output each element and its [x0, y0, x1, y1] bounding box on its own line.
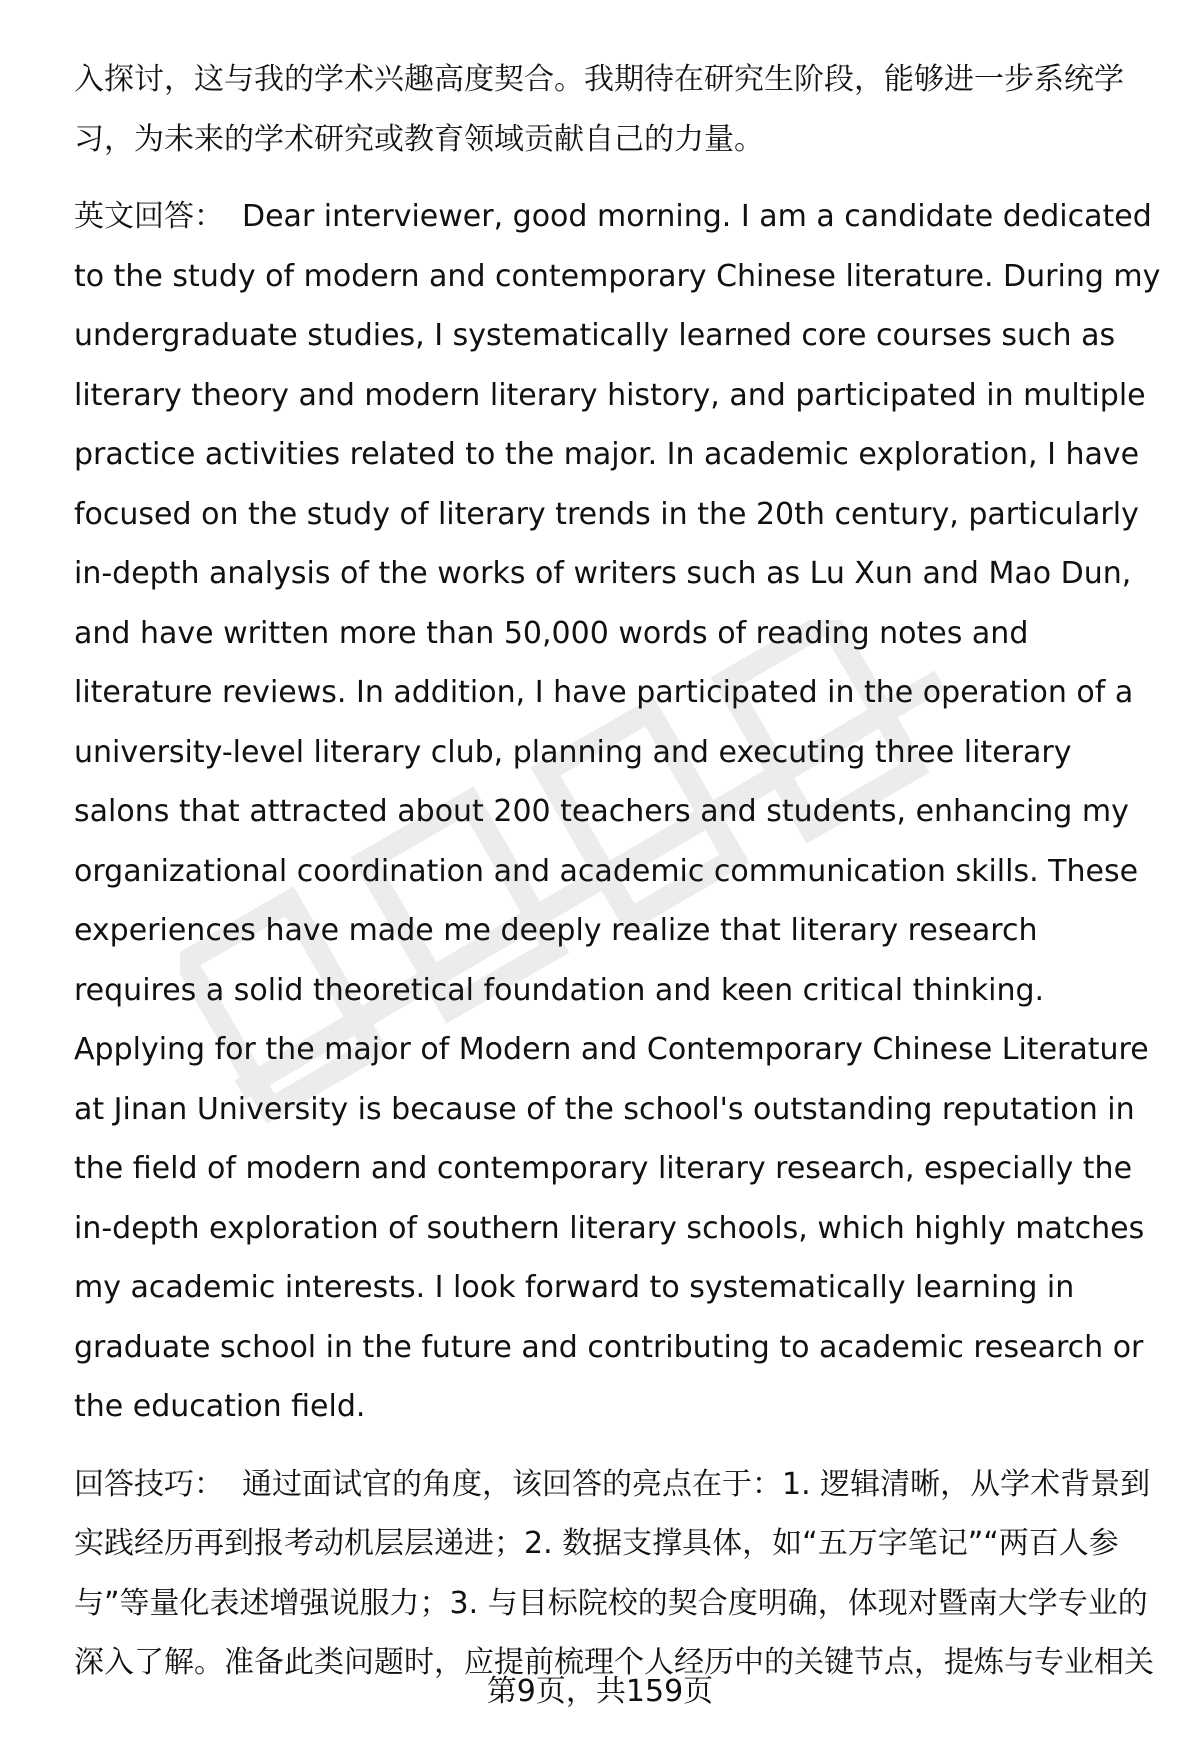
english-answer-text: Dear interviewer, good morning. I am a candidate dedicated to the study of modern and contemporary Chinese literature. During my undergraduate studies, I systematically learned core courses such as literary theory and modern literary history, and participated in multiple practice activities related to the major. In academic exploration, I have focused on the study of literary trends in the 20th century, particularly in-depth analysis of the works of writers such as Lu Xun and Mao Dun, and have written more than 50,000 words of reading notes and literature reviews. In addition, I have participated in the operation of a university-level literary club, planning and executing three literary salons that attracted about 200 teachers and students, enhancing my organizational coordination and academic communication skills. These experiences have made me deeply realize that literary research requires a solid theoretical foundation and keen critical thinking. Applying for the major of Modern and Contemporary Chinese Literature at Jinan University is because of the school's outstanding reputation in the field of modern and contemporary literary research, especially the in-depth exploration of southern literary schools, which highly matches my academic interests. I look forward to systematically learning in graduate school in the future and contributing to academic research or the education field. [74, 199, 1161, 1424]
main-content [74, 50, 1166, 1693]
tips-label: 回答技巧： [74, 1466, 224, 1502]
english-answer-label: 英文回答： [74, 199, 224, 234]
intro-paragraph: 入探讨，这与我的学术兴趣高度契合。我期待在研究生阶段，能够进一步系统学习，为未来的学术研究或教育领域贡献自己的力量。 [74, 62, 1124, 157]
tips-paragraph [74, 1455, 1166, 1693]
page-number: 第9页，共159页 [486, 1674, 714, 1709]
tips-text: 通过面试官的角度，该回答的亮点在于：1. 逻辑清晰，从学术背景到实践经历再到报考动机层层递进；2. 数据支撑具体，如“五万字笔记”“两百人参与”等量化表述增强说服力；3. 与目标院校的契合度明确，体现对暨南大学专业的深入了解。准备此类问题时，应提前梳理个人经历中的关键节点，提炼与专业相关 [74, 1466, 1154, 1680]
english-answer-paragraph [74, 187, 1166, 1437]
